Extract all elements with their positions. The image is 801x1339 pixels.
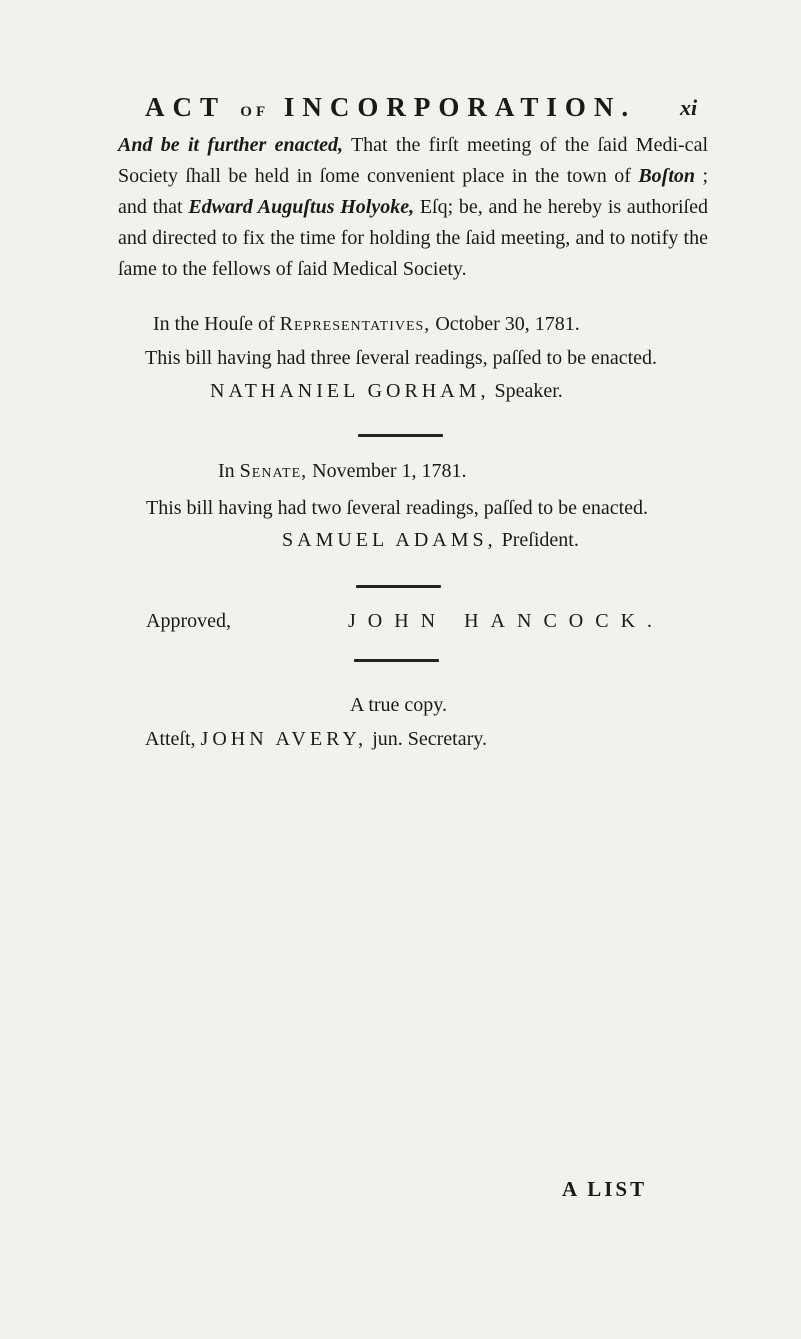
running-head	[145, 92, 705, 123]
senate-title: Preſident.	[501, 529, 579, 551]
enactment-text-3: Eſq; be, and he hereby is authoriſed and directed to fix the time for holding the ſaid meeting, and to notify the ſame to the fellows of ſaid Medical Society.	[118, 196, 708, 280]
divider-rule	[356, 585, 441, 588]
enactment-text-1: That the firſt meeting of the ſaid Medi-cal Society ſhall be held in ſome convenient place in the town of	[118, 134, 708, 187]
running-head-of: OF	[240, 104, 270, 120]
attestation-copy: A true copy.	[350, 694, 448, 716]
divider-rule	[358, 434, 443, 437]
enactment-person: Edward Auguſtus Holyoke,	[188, 196, 415, 218]
enactment-place: Boſton	[638, 165, 695, 187]
enactment-text-2: ; and that	[118, 165, 709, 218]
divider-rule	[354, 659, 439, 662]
house-body: Representatives,	[279, 313, 431, 335]
senate-prefix: In	[218, 460, 235, 482]
house-signature	[210, 380, 563, 403]
house-date: October 30, 1781.	[435, 313, 580, 335]
senate-signature	[282, 529, 579, 552]
senate-date-line	[218, 460, 467, 483]
senate-date: November 1, 1781.	[312, 460, 467, 482]
running-head-act: ACT	[145, 92, 226, 122]
house-prefix: In the Houſe of	[153, 313, 275, 335]
attestation-signer: JOHN AVERY,	[200, 728, 368, 750]
catchword: A LIST	[562, 1177, 648, 1201]
house-title: Speaker.	[494, 380, 563, 402]
enactment-paragraph	[118, 130, 708, 285]
house-signer: NATHANIEL GORHAM,	[210, 380, 490, 402]
attestation-line	[145, 728, 487, 751]
house-note: This bill having had three ſeveral readings, paſſed to be enacted.	[145, 347, 658, 369]
senate-signer: SAMUEL ADAMS,	[282, 529, 497, 551]
attestation-label: Atteſt,	[145, 728, 196, 750]
approval-label: Approved,	[146, 610, 231, 632]
page-number: xi	[680, 95, 698, 120]
senate-note: This bill having had two ſeveral readings, paſſed to be enacted.	[146, 497, 649, 519]
running-head-incorporation: INCORPORATION.	[283, 92, 637, 122]
house-date-line	[153, 313, 580, 336]
senate-body: Senate,	[239, 460, 308, 482]
approval-signer: JOHN HANCOCK.	[348, 610, 665, 632]
enactment-lead: And be it further enacted,	[118, 134, 343, 156]
attestation-title: jun. Secretary.	[372, 728, 487, 750]
